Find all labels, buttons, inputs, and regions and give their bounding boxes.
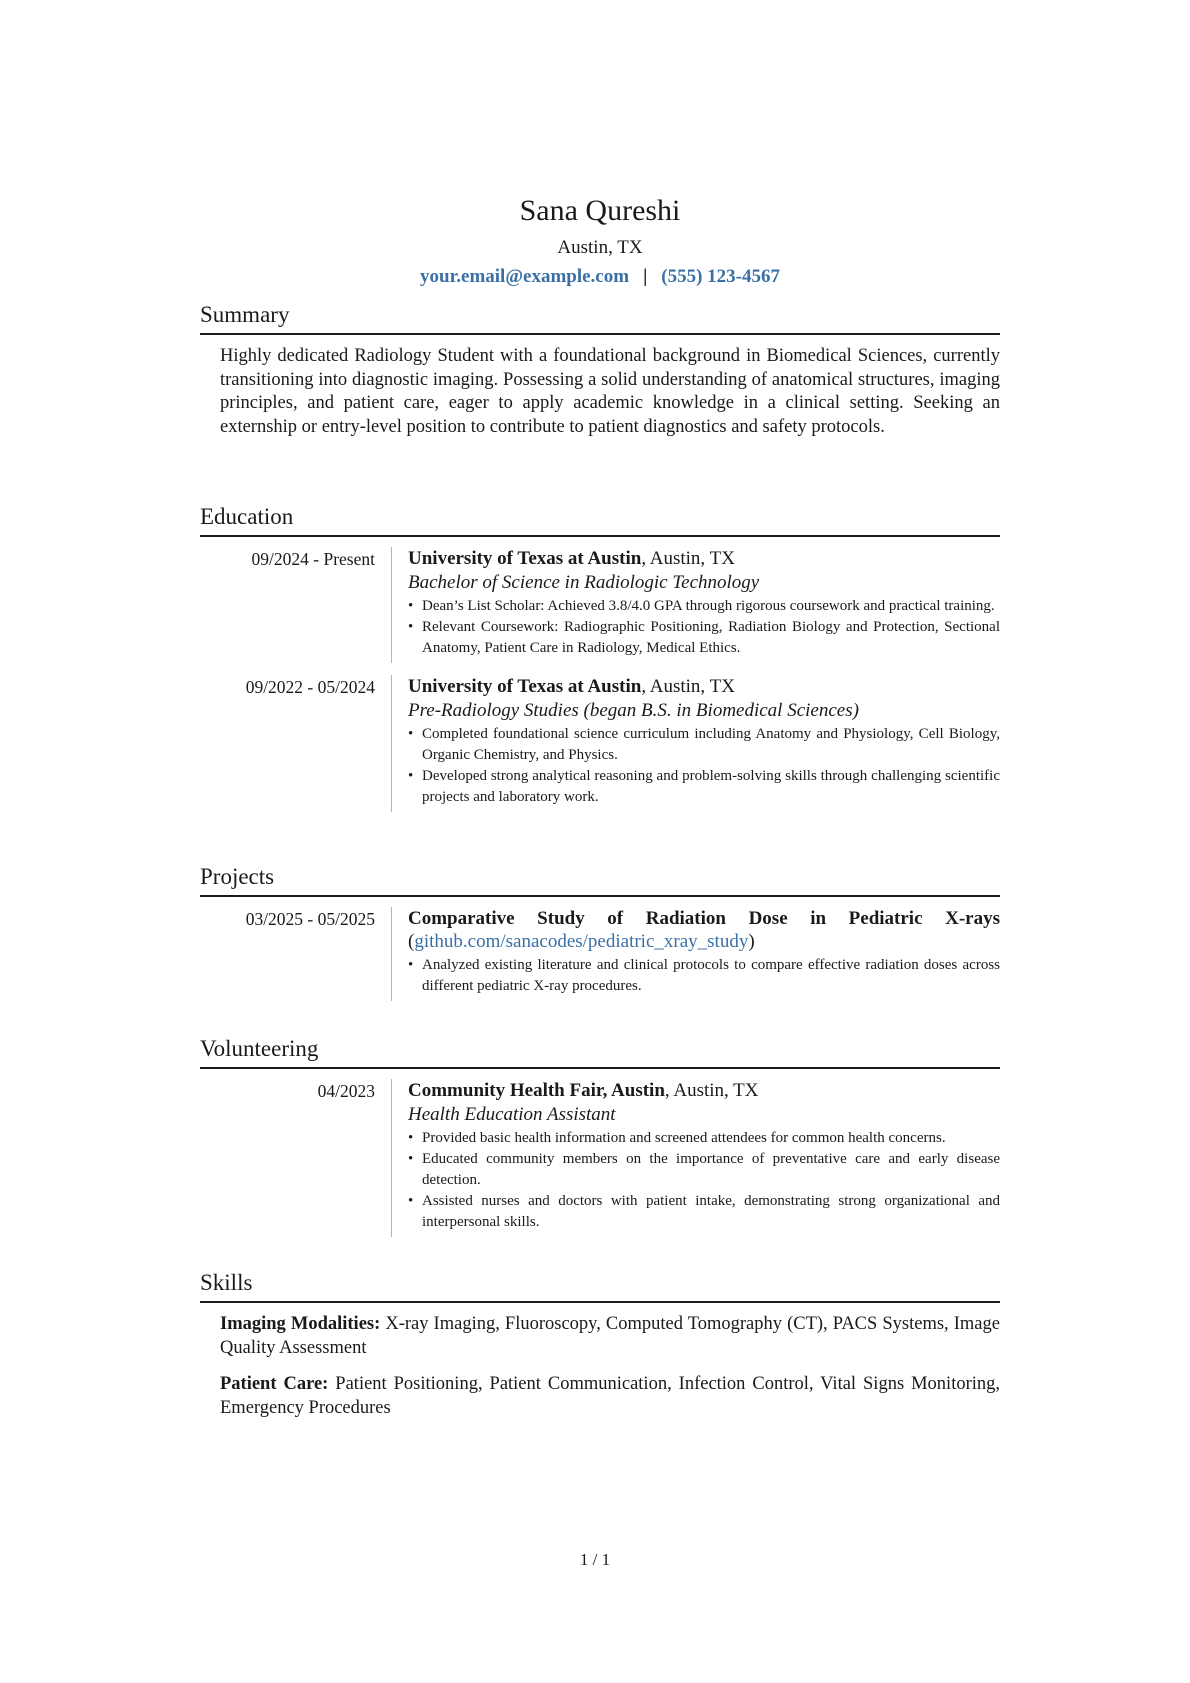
project-link-line [408,930,1000,953]
projects-section [200,862,1000,1001]
entry-date: 09/2022 - 05/2024 [245,677,375,697]
section-title-projects: Projects [200,862,1000,897]
section-title-education: Education [200,502,1000,537]
section-title-summary: Summary [200,300,1000,335]
entry-date: 09/2024 - Present [251,549,375,569]
bullet-item: • Developed strong analytical reasoning and problem-solving skills through challenging scientific projects and laboratory work. [408,766,1000,808]
organization-location: , Austin, TX [664,1080,759,1101]
resume-page [200,190,1001,1418]
email-link[interactable]: your.email@example.com [420,266,630,287]
resume-header [200,190,1000,291]
volunteering-section [200,1034,1000,1237]
person-name: Sana Qureshi [519,194,681,227]
summary-section [200,300,1000,439]
skills-section [200,1268,1000,1420]
education-entry [200,547,1000,663]
bullet-list [408,1128,1000,1233]
bullet-list [408,955,1000,997]
entry-body [391,907,1000,1001]
bullet-list [408,596,1000,659]
bullet-list [408,724,1000,808]
summary-text: Highly dedicated Radiology Student with a foundational background in Biomedical Sciences, currently transitioning into diagnostic imaging. Possessing a solid understanding of anatomical structures, imaging principles, and patient care, eager to apply academic knowledge in a clinical setting. Seeking an externship or entry-level position to contribute to patient diagnostics and safety protocols. [220,346,1000,437]
entry-body [391,1079,1000,1237]
bullet-item: • Completed foundational science curriculum including Anatomy and Physiology, Cell Biology, Organic Chemistry, and Physics. [408,724,1000,766]
skill-value: X-ray Imaging, Fluoroscopy, Computed Tomography (CT), PACS Systems, Image Quality Assessment [220,1314,1000,1358]
contact-separator: | [643,266,648,287]
bullet-item: • Educated community members on the importance of preventative care and early disease detection. [408,1149,1000,1191]
entry-body [391,547,1000,663]
role-title: Health Education Assistant [408,1104,616,1125]
bullet-item: • Analyzed existing literature and clinical protocols to compare effective radiation doses across different pediatric X-ray procedures. [408,955,1000,997]
skill-row [200,1373,1000,1420]
institution-name: University of Texas at Austin [408,676,642,697]
entry-body [391,675,1000,812]
section-title-skills: Skills [200,1268,1000,1303]
entry-date: 03/2025 - 05/2025 [245,909,375,929]
bullet-item: • Relevant Coursework: Radiographic Positioning, Radiation Biology and Protection, Sectional Anatomy, Patient Care in Radiology, Medical Ethics. [408,617,1000,659]
entry-heading [408,547,1000,571]
skill-value: Patient Positioning, Patient Communication, Infection Control, Vital Signs Monitoring, Emergency Procedures [220,1374,1001,1418]
skill-label: Patient Care: [220,1374,329,1394]
bullet-item: • Provided basic health information and screened attendees for common health concerns. [408,1128,1000,1149]
education-entry [200,675,1000,812]
entry-heading [408,675,1000,699]
paren-open: ( [408,931,415,952]
bullet-item: • Assisted nurses and doctors with patient intake, demonstrating strong organizational and interpersonal skills. [408,1191,1000,1233]
degree-title: Pre-Radiology Studies (began B.S. in Biomedical Sciences) [408,700,859,721]
contact-line [200,263,1000,291]
degree-title: Bachelor of Science in Radiologic Technology [408,572,760,593]
institution-location: , Austin, TX [641,548,735,569]
section-title-volunteering: Volunteering [200,1034,1000,1069]
volunteering-entry [200,1079,1000,1237]
person-location: Austin, TX [557,237,643,258]
skill-row [200,1313,1000,1360]
skill-label: Imaging Modalities: [220,1314,381,1334]
page-number: 1 / 1 [579,1550,611,1569]
project-repo-link[interactable]: github.com/sanacodes/pediatric_xray_study [414,931,749,952]
entry-date: 04/2023 [317,1081,375,1101]
entry-heading [408,1079,1000,1103]
institution-location: , Austin, TX [641,676,735,697]
organization-name: Community Health Fair, Austin [408,1080,665,1101]
project-entry [200,907,1000,1001]
education-section [200,502,1000,812]
project-title: Comparative Study of Radiation Dose in Pediatric X-rays [408,908,1000,929]
phone-link[interactable]: (555) 123-4567 [661,266,780,287]
paren-close: ) [748,931,755,952]
institution-name: University of Texas at Austin [408,548,642,569]
bullet-item: • Dean’s List Scholar: Achieved 3.8/4.0 GPA through rigorous coursework and practical training. [408,596,1000,617]
